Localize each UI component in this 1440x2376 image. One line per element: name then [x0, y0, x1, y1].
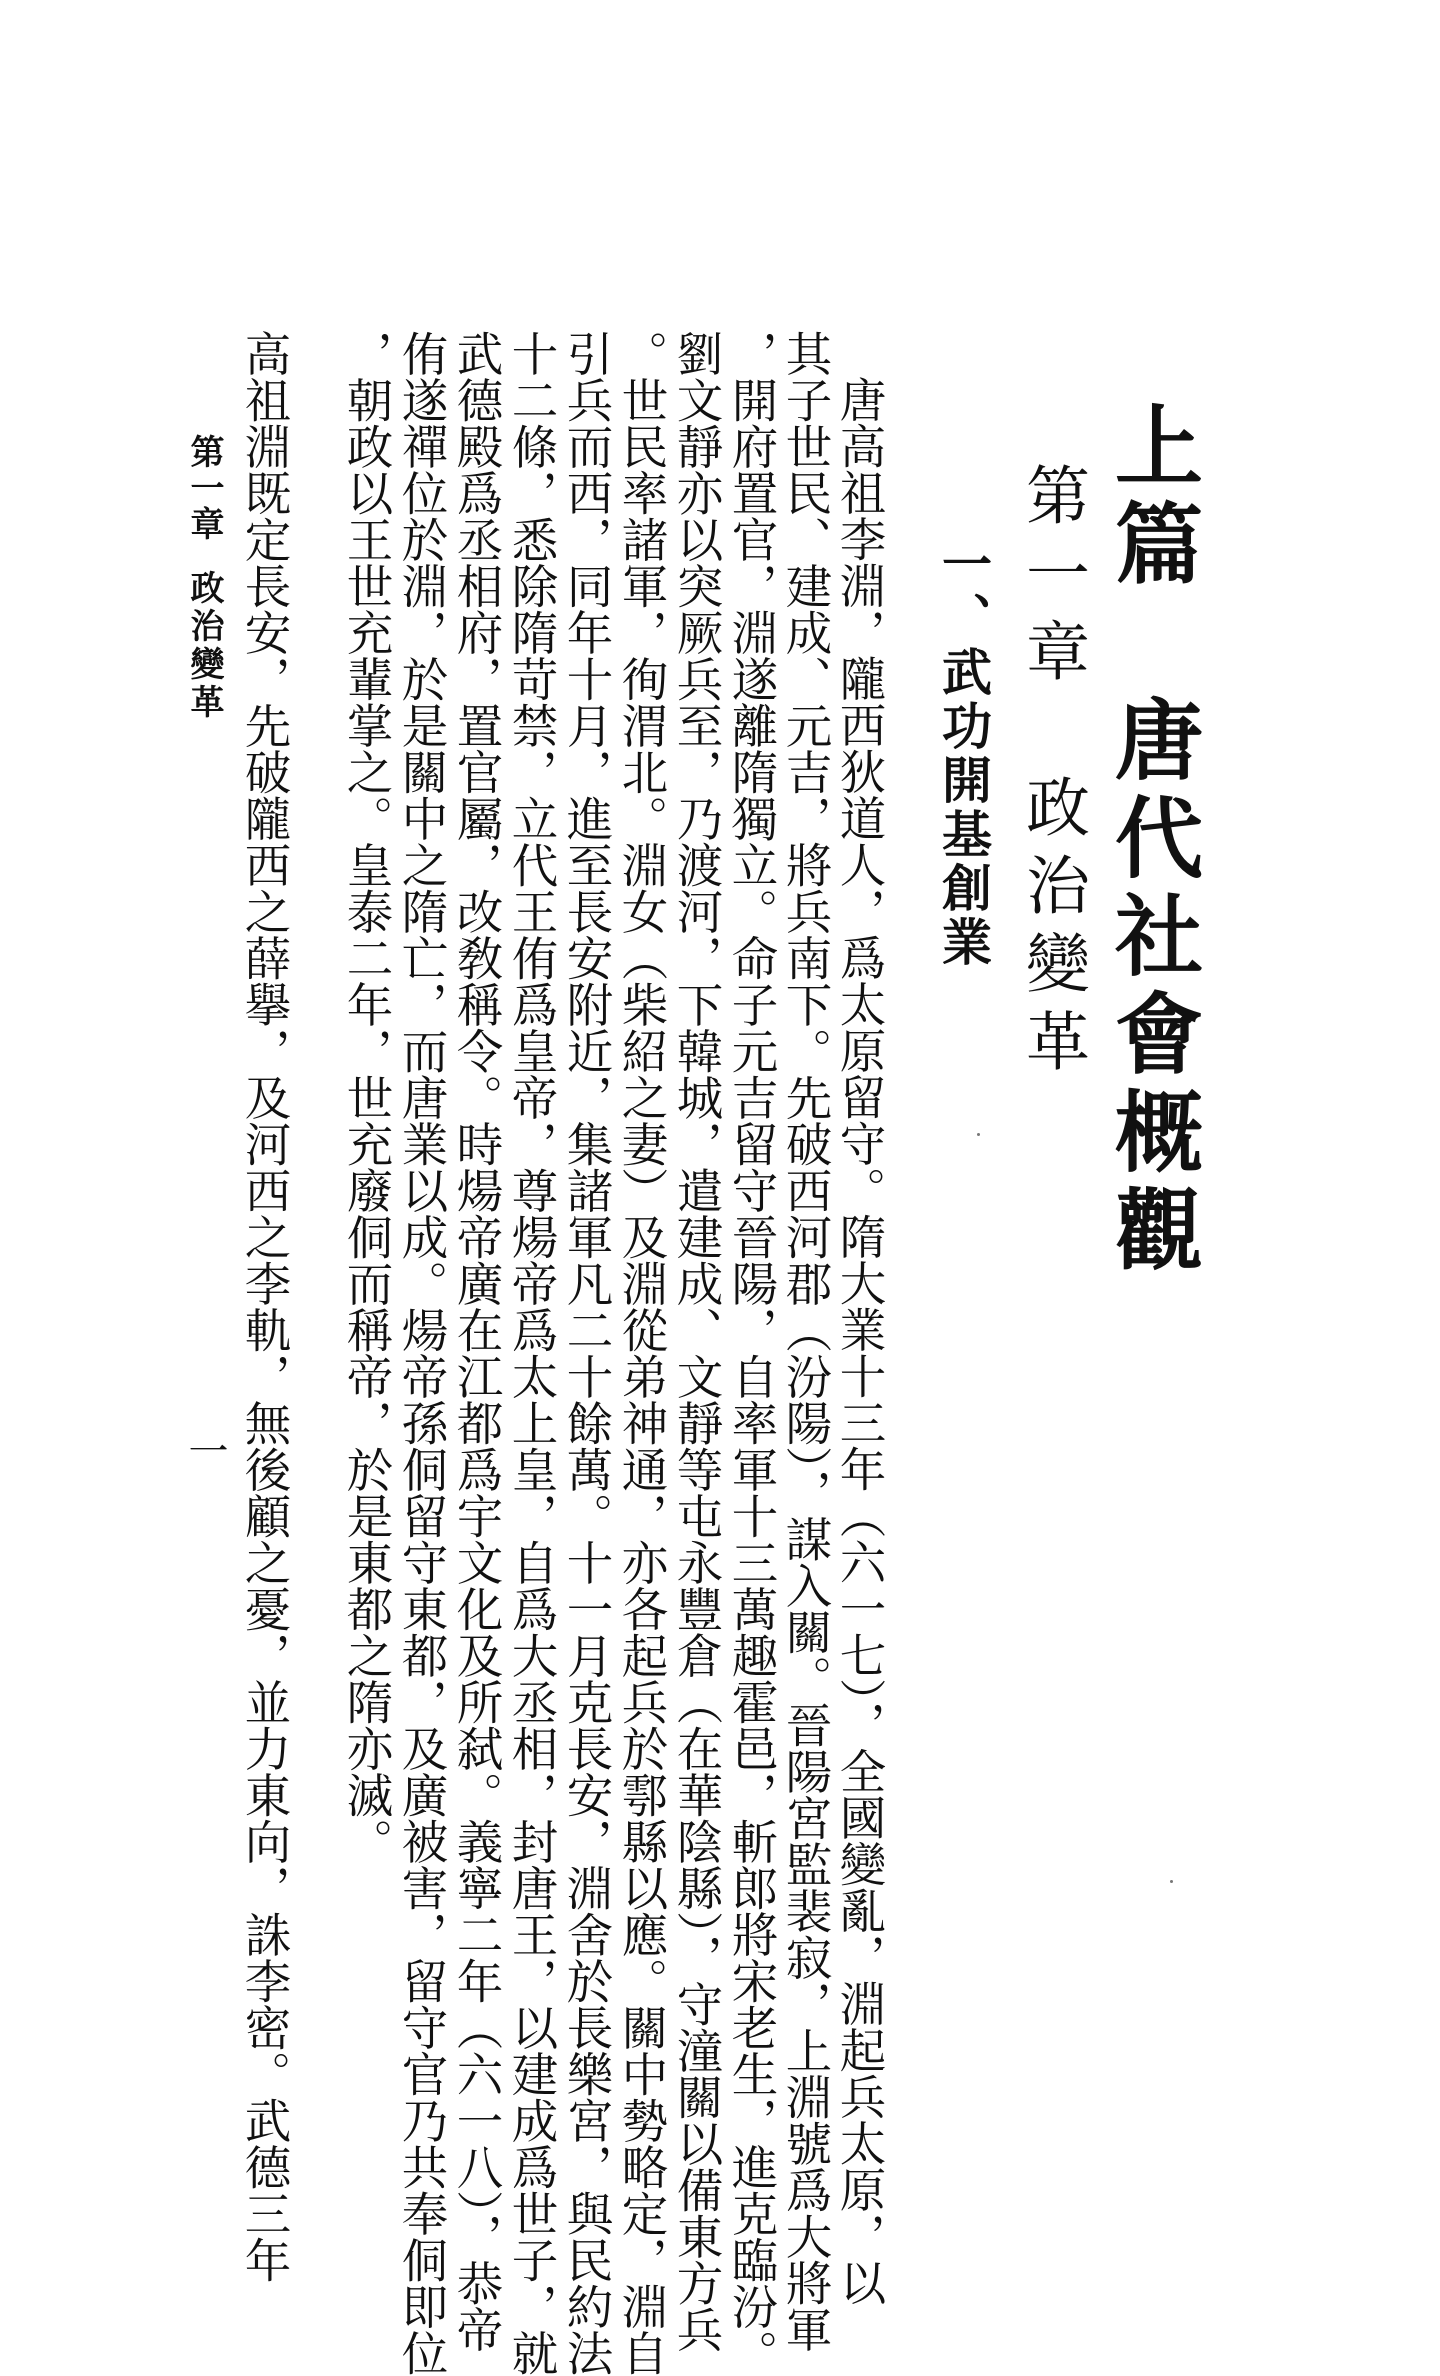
running-footer	[184, 434, 224, 722]
text-column: 武德殿爲丞相府，置官屬，改敎稱令。時煬帝廣在江都爲宇文化及所弑。義寧二年（六一八），恭帝	[449, 330, 504, 2353]
text-column: 。世民率諸軍，徇渭北。淵女（柴紹之妻）及淵從弟神通，亦各起兵於鄠縣以應。關中勢略定，淵自	[614, 330, 669, 2376]
text-column: ，朝政以王世充輩掌之。皇泰二年，世充廢侗而稱帝，於是東都之隋亦滅。	[339, 330, 394, 1865]
footer-title: 政治變革	[184, 570, 224, 722]
page-number: 一	[182, 1430, 228, 1470]
text-column: 侑遂禪位於淵，於是關中之隋亡，而唐業以成。煬帝孫侗留守東都，及廣被害，留守官乃共奉侗即位	[394, 330, 449, 2376]
text-column: 其子世民、建成、元吉，將兵南下。先破西河郡（汾陽），謀入關。晉陽宮監裴寂，上淵號爲大將軍	[778, 330, 833, 2353]
text-column: 高祖淵既定長安，先破隴西之薛擧，及河西之李軌，無後顧之憂，並力東向，誅李密。武德三年	[237, 330, 292, 2283]
chapter-title: 第一章 政治變革	[1015, 462, 1089, 1086]
text-column: ，開府置官，淵遂離隋獨立。命子元吉留守晉陽，自率軍十三萬趣霍邑，斬郎將宋老生，進克臨汾。	[724, 330, 779, 2376]
text-column: 劉文靜亦以突厥兵至，乃渡河，下韓城，遣建成、文靜等屯永豐倉（在華陰縣），守潼關以備東方兵	[669, 330, 724, 2353]
text-column: 唐高祖李淵，隴西狄道人，爲太原留守。隋大業十三年（六一七），全國變亂，淵起兵太原，以	[832, 376, 887, 2306]
text-column: 十二條，悉除隋苛禁，立代王侑爲皇帝，尊煬帝爲太上皇，自爲大丞相，封唐王，以建成爲世子，就	[504, 330, 559, 2376]
section-title: 一、武功開基創業	[934, 538, 992, 970]
footer-chapter: 第一章	[184, 434, 224, 542]
main-title: 上篇 唐代社會概觀	[1101, 400, 1204, 1282]
text-column: 引兵而西，同年十月，進至長安附近，集諸軍凡二十餘萬。十一月克長安，淵舍於長樂宮，與民約法	[559, 330, 614, 2376]
